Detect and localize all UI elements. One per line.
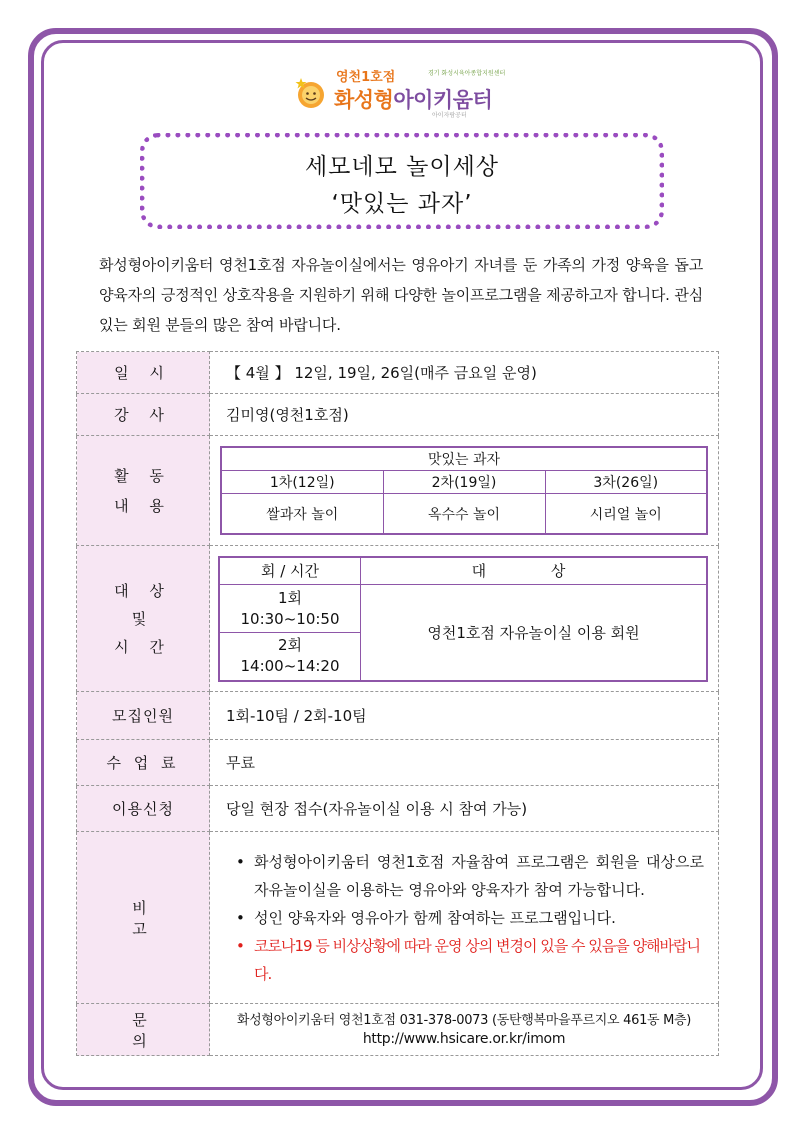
note-text-1: 화성형아이키움터 영천1호점 자율참여 프로그램은 회원을 대상으로 자유놀이실을 이용하는 영유아와 양육자가 참여 가능합니다. <box>254 852 704 899</box>
activity-label-line2: 내 용 <box>114 496 172 515</box>
target-label-line2: 및 <box>131 609 155 628</box>
activity-round-1: 1차(12일) <box>221 471 383 494</box>
intro-paragraph: 화성형아이키움터 영천1호점 자유놀이실에서는 영유아기 자녀를 둔 가족의 가정 양육을 돕고 양육자의 긍정적인 상호작용을 지원하기 위해 다양한 놀이프로그램을 제공하고자 합니다. 관심 있는 회원 분들의 많은 참여 바랍니다. <box>99 256 703 334</box>
slot-2-round: 2회 <box>277 636 303 655</box>
target-label <box>77 546 210 692</box>
sun-face-icon <box>292 74 330 112</box>
slot-1-round: 1회 <box>277 588 303 607</box>
activity-content-3: 시리얼 놀이 <box>545 494 707 534</box>
contact-url[interactable]: http://www.hsicare.or.kr/imom <box>362 1030 566 1047</box>
row-fee <box>77 740 719 786</box>
activity-cell <box>210 436 719 546</box>
row-contact <box>77 1004 719 1056</box>
contact-label: 문 의 <box>77 1004 210 1056</box>
target-cell <box>210 546 719 692</box>
instructor-label: 강 사 <box>77 394 210 436</box>
row-notes <box>77 832 719 1004</box>
row-apply <box>77 786 719 832</box>
schedule-slot-1 <box>219 585 361 633</box>
note-text-2: 성인 양육자와 영유아가 함께 참여하는 프로그램입니다. <box>254 908 616 927</box>
logo-org: 경기 화성시육아종합지원센터 <box>428 70 506 77</box>
note-text-3: 코로나19 등 비상상황에 따라 운영 상의 변경이 있을 수 있음을 양해바랍니다. <box>254 936 700 983</box>
program-info-table <box>76 351 719 1056</box>
date-value: 【 4월 】 12일, 19일, 26일(매주 금요일 운영) <box>210 352 719 394</box>
schedule-col-time: 회 / 시간 <box>219 557 361 585</box>
recruit-label: 모집인원 <box>77 692 210 740</box>
notes-label: 비 고 <box>77 832 210 1004</box>
slot-1-time: 10:30~10:50 <box>240 609 340 628</box>
logo-branch: 영천1호점 <box>336 70 396 85</box>
apply-value: 당일 현장 접수(자유놀이실 이용 시 참여 가능) <box>210 786 719 832</box>
row-activity <box>77 436 719 546</box>
note-item-3 <box>232 932 704 988</box>
title-box <box>140 133 664 229</box>
page-subtitle: ‘맛있는 과자’ <box>331 191 473 217</box>
bullet-icon: • <box>236 852 245 871</box>
row-date <box>77 352 719 394</box>
slot-2-time: 14:00~14:20 <box>240 657 340 676</box>
logo <box>292 62 522 124</box>
activity-content-2: 옥수수 놀이 <box>383 494 545 534</box>
bullet-icon: • <box>236 936 244 955</box>
activity-content-1: 쌀과자 놀이 <box>221 494 383 534</box>
note-item-2 <box>232 904 704 932</box>
contact-cell <box>210 1004 719 1056</box>
activity-label <box>77 436 210 546</box>
logo-name-part2: 아이키움터 <box>393 88 493 112</box>
date-label: 일 시 <box>77 352 210 394</box>
fee-label: 수 업 료 <box>77 740 210 786</box>
recruit-value: 1회-10팀 / 2회-10팀 <box>210 692 719 740</box>
bullet-icon: • <box>236 908 245 927</box>
activity-round-2: 2차(19일) <box>383 471 545 494</box>
note-item-1 <box>232 848 704 904</box>
row-recruit <box>77 692 719 740</box>
logo-name-part1: 화성형 <box>334 88 394 112</box>
activity-header: 맛있는 과자 <box>221 447 707 471</box>
schedule-col-target: 대 상 <box>361 557 708 585</box>
schedule-target: 영천1호점 자유놀이실 이용 회원 <box>361 585 708 681</box>
row-instructor <box>77 394 719 436</box>
schedule-table <box>218 556 708 682</box>
fee-value: 무료 <box>210 740 719 786</box>
page-title: 세모네모 놀이세상 <box>304 154 500 180</box>
target-label-line3: 시 간 <box>114 637 172 656</box>
logo-tagline: 아이자람공터 <box>432 112 467 119</box>
activity-table <box>220 446 708 535</box>
notes-cell <box>210 832 719 1004</box>
apply-label: 이용신청 <box>77 786 210 832</box>
row-target <box>77 546 719 692</box>
activity-round-3: 3차(26일) <box>545 471 707 494</box>
contact-info: 화성형아이키움터 영천1호점 031-378-0073 (동탄행복마을푸르지오 461동 M층) <box>236 1012 692 1028</box>
activity-label-line1: 활 동 <box>114 466 172 485</box>
target-label-line1: 대 상 <box>114 581 172 600</box>
schedule-slot-2 <box>219 633 361 681</box>
instructor-value: 김미영(영천1호점) <box>210 394 719 436</box>
